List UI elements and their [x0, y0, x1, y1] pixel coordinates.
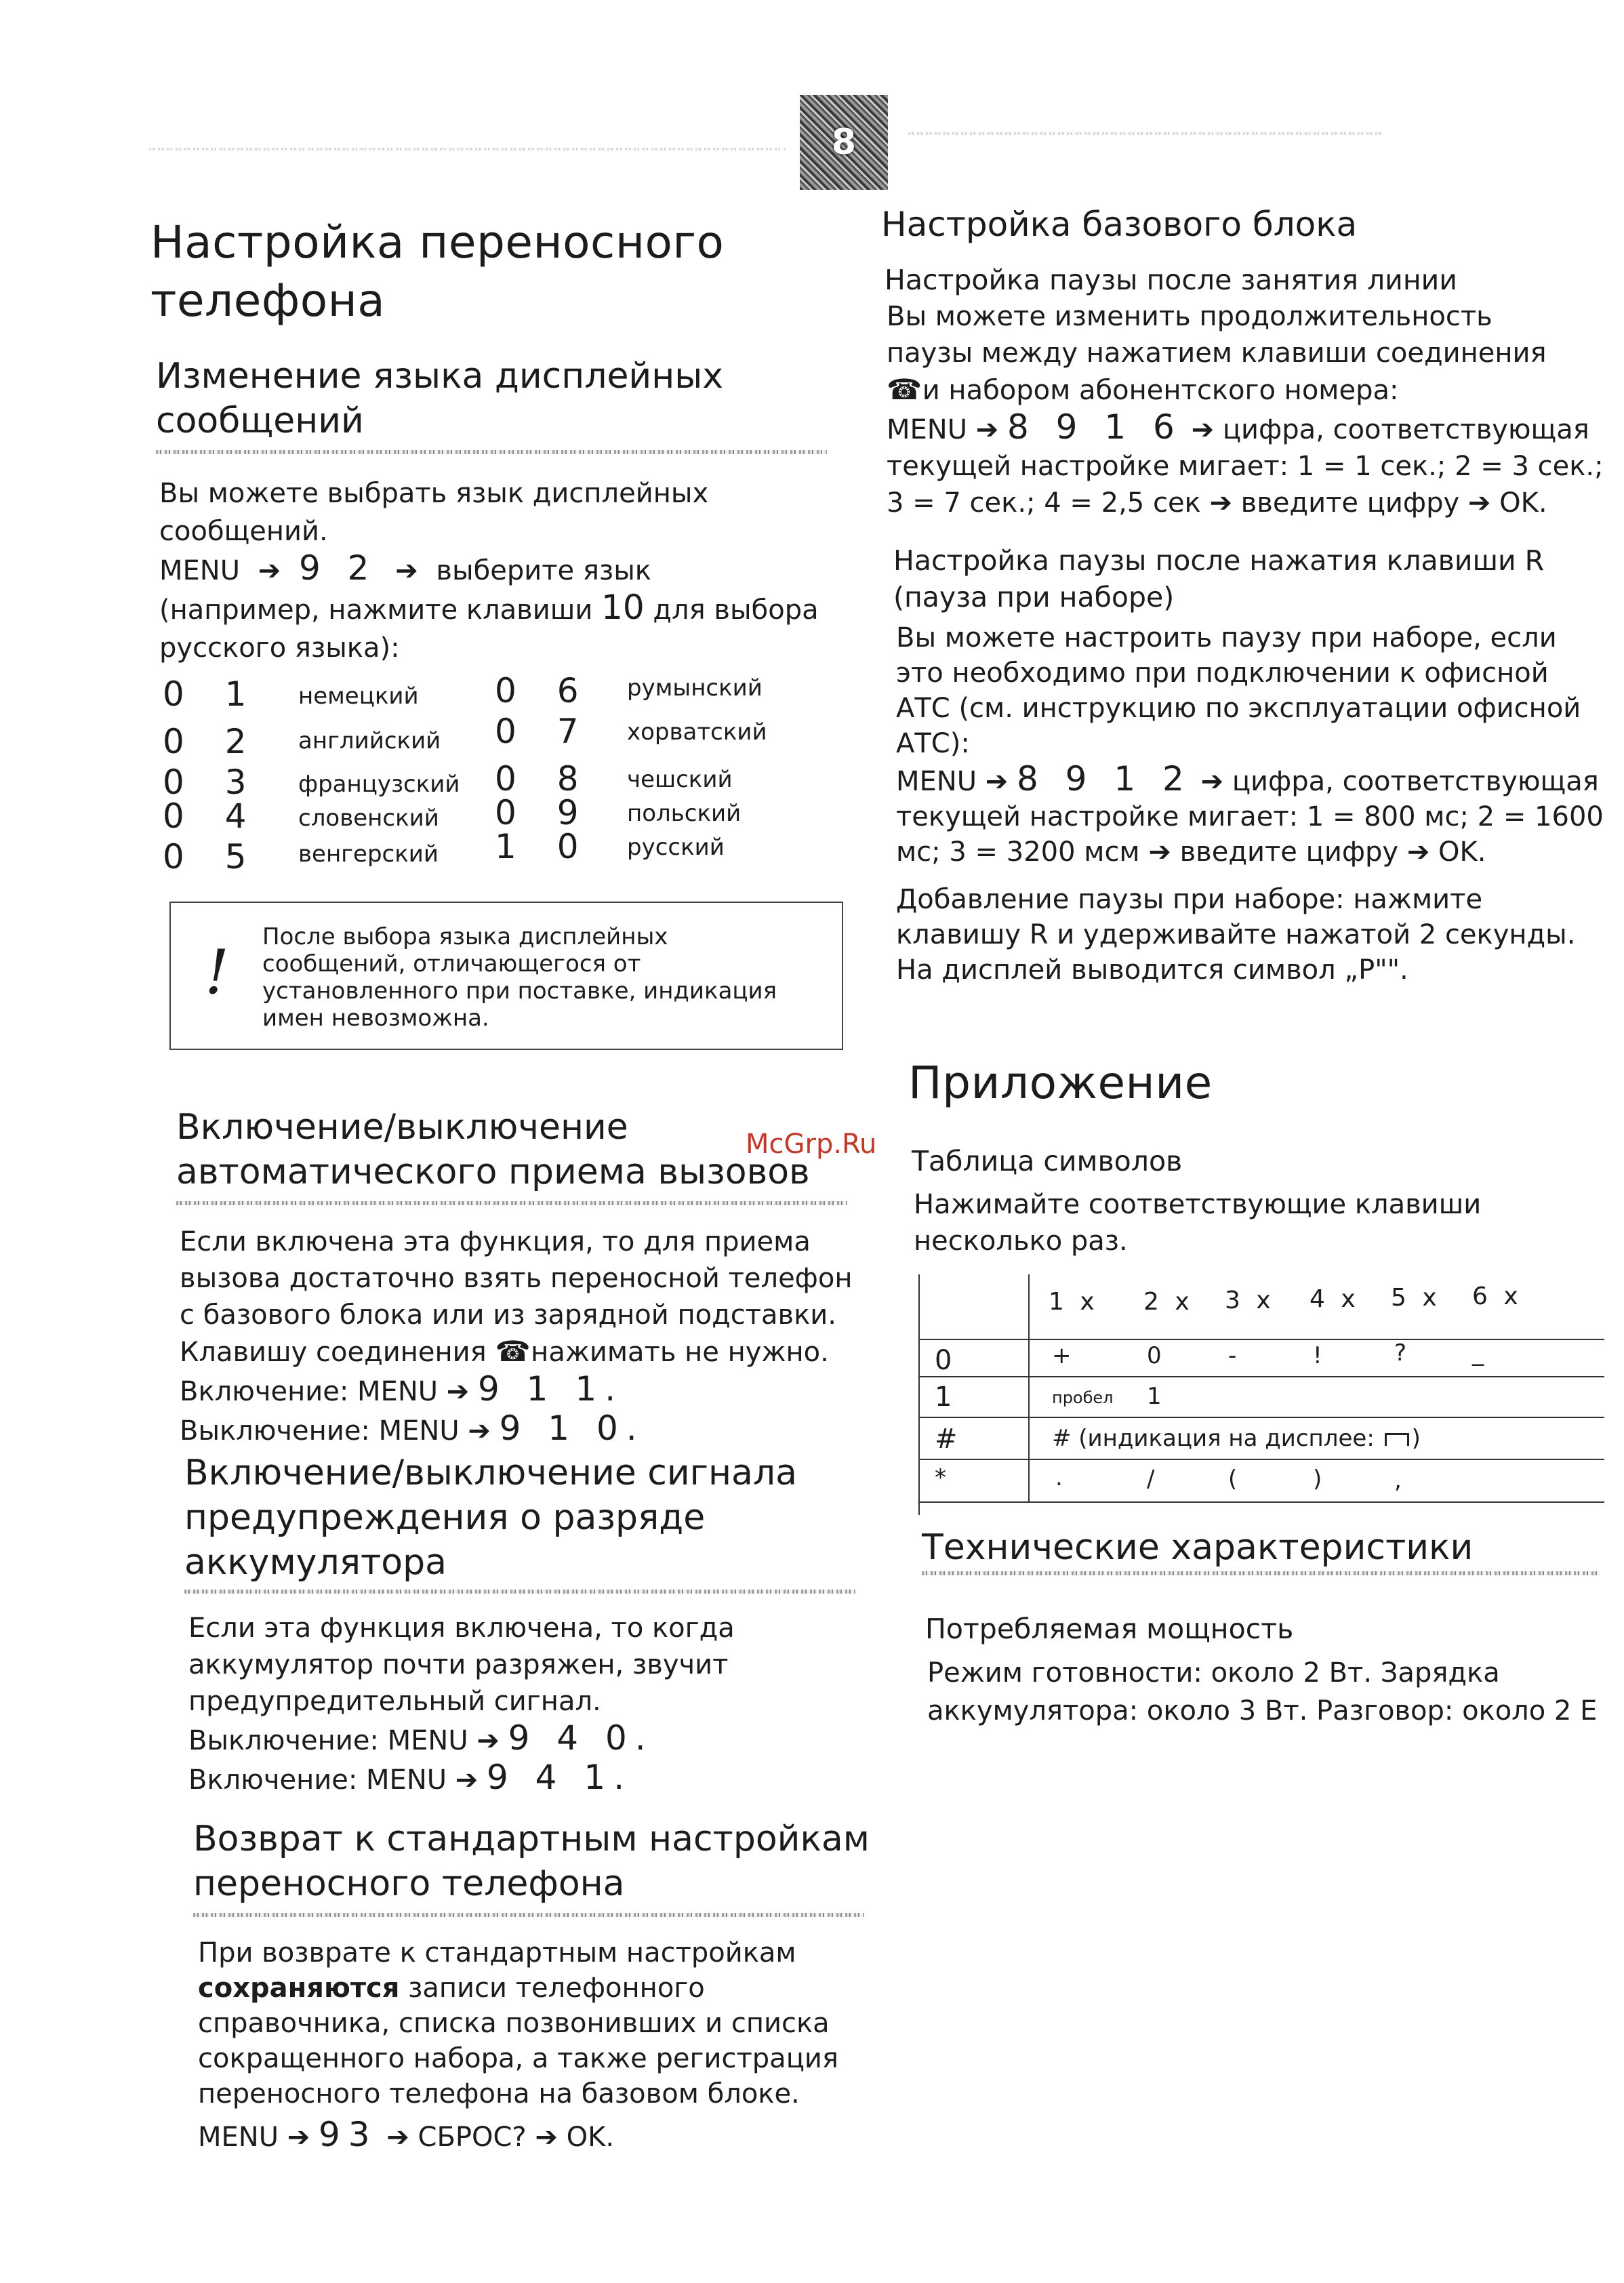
- note-box: [169, 902, 843, 1050]
- arrow-icon: ➔: [535, 2122, 558, 2153]
- arrow-icon: ➔: [1209, 487, 1232, 519]
- table-cell: ?: [1394, 1339, 1407, 1367]
- page-title: Настройка переносного телефона: [150, 216, 725, 327]
- pause-line-heading: Настройка паузы после занятия линии: [885, 264, 1457, 296]
- lang-heading: Изменение языка дисплейных сообщений: [156, 356, 724, 441]
- watermark: McGrp.Ru: [746, 1129, 877, 1160]
- language-code: 0 9: [495, 793, 594, 832]
- arrow-icon: ➔: [468, 1415, 491, 1447]
- auto-answer-rule: [176, 1201, 847, 1205]
- lang-rule: [156, 450, 827, 454]
- language-name: румынский: [627, 674, 763, 702]
- language-name: немецкий: [298, 683, 419, 710]
- table-cell: ): [1313, 1466, 1322, 1493]
- table-cell: (: [1228, 1466, 1238, 1493]
- reset-heading: Возврат к стандартным настройкам переносного телефона: [193, 1819, 870, 1904]
- header-rule-left: [149, 148, 786, 150]
- language-name: польский: [627, 800, 742, 827]
- arrow-icon: ➔: [455, 1764, 479, 1796]
- auto-answer-heading: Включение/выключение автоматического приема вызовов: [176, 1107, 810, 1192]
- page-number: 8: [831, 122, 857, 163]
- table-cell: +: [1052, 1342, 1072, 1369]
- language-name: венгерский: [298, 841, 439, 868]
- language-code: 0 5: [163, 837, 262, 876]
- language-code: 0 4: [163, 796, 262, 836]
- arrow-icon: ➔: [1406, 836, 1430, 868]
- language-list: [163, 671, 800, 885]
- tech-rule: [922, 1571, 1600, 1575]
- lang-example: (например, нажмите клавиши 10 для выбора русского языка):: [159, 588, 819, 664]
- warning-icon: !: [205, 937, 230, 1008]
- language-code: 0 6: [495, 671, 594, 710]
- table-cell: /: [1147, 1466, 1155, 1493]
- reset-text: При возврате к стандартным настройкам сохраняются записи телефонного справочника, списка позвонивших и списка сокращенного набора, а также регистрация переносного телефона на базовом блоке. MENU ➔ 93 ➔ СБРОС? ➔ OK.: [198, 1937, 838, 2154]
- arrow-icon: ➔: [975, 414, 999, 445]
- base-title: Настройка базового блока: [881, 205, 1358, 244]
- table-col-header: 4 x: [1310, 1285, 1360, 1313]
- page-number-badge: [800, 95, 888, 190]
- language-code: 1 0: [495, 827, 594, 866]
- table-col-header: 6 x: [1472, 1282, 1522, 1310]
- table-row-key: *: [935, 1464, 946, 1491]
- pause-r-heading: Настройка паузы после нажатия клавиши R (пауза при наборе): [893, 544, 1545, 613]
- language-name: чешский: [627, 766, 733, 793]
- language-name: французский: [298, 771, 460, 798]
- table-col-header: 3 x: [1225, 1287, 1275, 1314]
- auto-answer-text: Если включена эта функция, то для приема вызова достаточно взять переносной телефон с базового блока или из зарядной подставки. Клавишу соединения ☎ нажимать не нужно. Включение: MENU ➔ 9 1 1. Выключение: MENU ➔ 9 1 0.: [180, 1226, 853, 1448]
- battery-rule: [184, 1590, 855, 1594]
- appendix-title: Приложение: [908, 1057, 1213, 1109]
- language-code: 0 1: [163, 674, 262, 714]
- header-rule-right: [908, 132, 1383, 135]
- symbol-table: [918, 1274, 1604, 1515]
- phone-handset-icon: ☎: [887, 373, 922, 406]
- table-cell: -: [1228, 1342, 1237, 1369]
- symbol-table-heading: Таблица символов: [912, 1145, 1183, 1177]
- table-cell-span: # (индикация на дисплее: ): [1052, 1425, 1421, 1452]
- table-col-header: 2 x: [1143, 1288, 1194, 1316]
- tech-title: Технические характеристики: [922, 1527, 1474, 1568]
- table-row-key: 1: [935, 1381, 952, 1413]
- table-cell: пробел: [1052, 1388, 1114, 1407]
- table-row-key: #: [935, 1423, 958, 1455]
- pause-line-text: Вы можете изменить продолжительность паузы между нажатием клавиши соединения ☎ и набором абонентского номера: MENU ➔ 8 9 1 6 ➔ цифра, соответствующая текущей настройке мигает: 1 = 1 сек.; 2 = 3 сек.; 3 = 7 сек.; 4 = 2,5 сек ➔ введите цифру ➔ OK.: [887, 301, 1604, 519]
- language-name: словенский: [298, 805, 439, 832]
- table-cell: 1: [1147, 1383, 1162, 1410]
- language-name: английский: [298, 727, 441, 754]
- table-cell: .: [1055, 1464, 1063, 1491]
- arrow-icon: ➔: [1148, 836, 1171, 868]
- table-cell: !: [1313, 1342, 1322, 1369]
- table-row-key: 0: [935, 1345, 952, 1376]
- arrow-icon: ➔: [446, 1376, 470, 1407]
- reset-rule: [193, 1913, 864, 1917]
- table-cell: ,: [1394, 1467, 1402, 1494]
- language-code: 0 8: [495, 759, 594, 799]
- tech-text: Режим готовности: около 2 Вт. Зарядка аккумулятора: около 3 Вт. Разговор: около 2 Е: [927, 1657, 1598, 1726]
- arrow-icon: ➔: [476, 1725, 500, 1756]
- arrow-icon: ➔: [1191, 414, 1215, 445]
- arrow-icon: ➔: [386, 2122, 409, 2153]
- language-code: 0 2: [163, 722, 262, 761]
- lang-intro: Вы можете выбрать язык дисплейных сообщений.: [159, 478, 709, 547]
- language-code: 0 7: [495, 712, 594, 751]
- table-col-header: 1 x: [1049, 1288, 1099, 1316]
- arrow-icon: ➔: [287, 2122, 310, 2153]
- arrow-icon: ➔: [985, 766, 1009, 797]
- table-cell: _: [1472, 1339, 1484, 1367]
- battery-heading: Включение/выключение сигнала предупреждения о разряде аккумулятора: [184, 1453, 797, 1583]
- symbol-table-intro: Нажимайте соответствующие клавиши несколько раз.: [914, 1189, 1482, 1257]
- lang-command: MENU ➔ 9 2 ➔ выберите язык: [159, 548, 651, 588]
- language-name: хорватский: [627, 719, 767, 746]
- arrow-icon: ➔: [1200, 766, 1224, 797]
- note-text: После выбора языка дисплейных сообщений, отличающегося от установленного при поставке, индикация имен невозможна.: [262, 923, 777, 1032]
- table-col-header: 5 x: [1391, 1284, 1441, 1312]
- battery-text: Если эта функция включена, то когда аккумулятор почти разряжен, звучит предупредительный сигнал. Выключение: MENU ➔ 9 4 0. Включение: MENU ➔ 9 4 1.: [188, 1613, 735, 1797]
- arrow-icon: ➔: [258, 555, 281, 586]
- phone-handset-icon: ☎: [495, 1335, 531, 1368]
- table-cell: 0: [1147, 1342, 1162, 1369]
- arrow-icon: ➔: [1467, 487, 1491, 519]
- display-bracket-icon: [1385, 1433, 1409, 1446]
- arrow-icon: ➔: [395, 555, 418, 586]
- pause-r-text: Вы можете настроить паузу при наборе, если это необходимо при подключении к офисной АТС (см. инструкцию по эксплуатации офисной АТС): MENU ➔ 8 9 1 2 ➔ цифра, соответствующая текущей настройке мигает: 1 = 800 мс; 2 = 1600 мс; 3 = 3200 мсм ➔ введите цифру ➔ OK. Добавление паузы при наборе: нажмите клавишу R и удерживайте нажатой 2 секунды. На дисплей выводится символ „P"".: [896, 622, 1604, 986]
- tech-sub: Потребляемая мощность: [925, 1613, 1294, 1645]
- language-name: русский: [627, 834, 725, 861]
- language-code: 0 3: [163, 763, 262, 802]
